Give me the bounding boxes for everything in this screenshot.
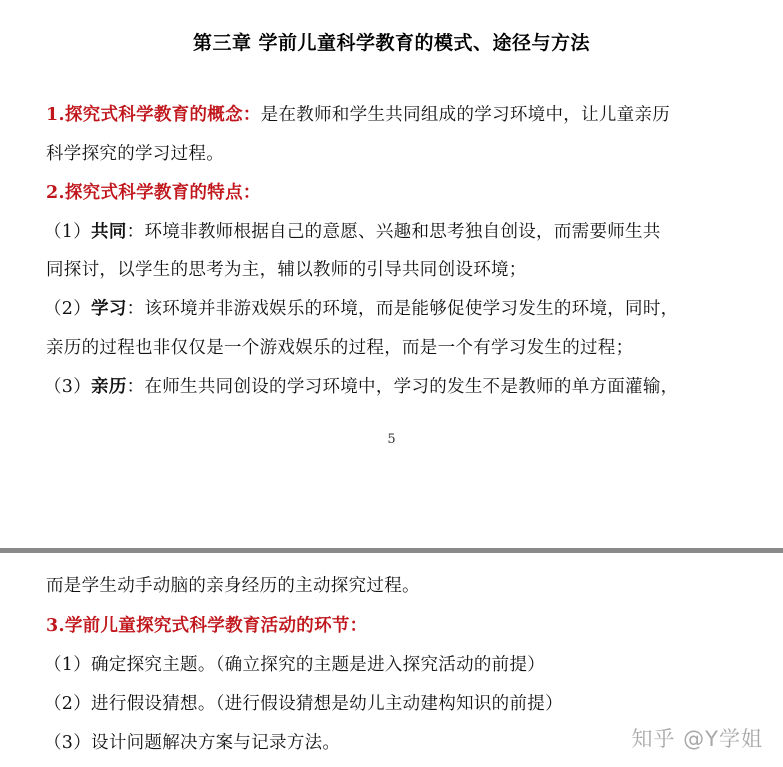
section3-heading [46, 615, 367, 637]
step-item-1: （1）确定探究主题。（确立探究的主题是进入探究活动的前提） [44, 655, 546, 675]
feature-num: （1） [44, 222, 92, 242]
section1-line1 [46, 104, 670, 126]
feature-text: ：在师生共同创设的学习环境中，学习的发生不是教师的单方面灌输， [126, 377, 679, 397]
feature-item-1 [44, 221, 661, 243]
feature-text: ：该环境并非游戏娱乐的环境，而是能够促使学习发生的环境，同时， [126, 299, 679, 319]
step-item-3: （3）设计问题解决方案与记录方法。 [44, 733, 341, 753]
feature-num: （3） [44, 377, 92, 397]
feature-item-2 [44, 298, 678, 320]
section1-heading: 1.探究式科学教育的概念： [46, 105, 261, 125]
section2-heading [46, 182, 261, 204]
section2-heading-text: 2.探究式科学教育的特点： [46, 183, 261, 203]
section1-text: 是在教师和学生共同组成的学习环境中，让儿童亲历 [260, 105, 671, 125]
page-number: 5 [387, 432, 396, 447]
feature-term: 共同 [91, 222, 127, 242]
feature-item-3 [44, 376, 678, 398]
section1-line2: 科学探究的学习过程。 [46, 144, 224, 164]
feature-item-1-cont: 同探讨，以学生的思考为主，辅以教师的引导共同创设环境； [46, 260, 527, 280]
feature-term: 亲历 [91, 377, 127, 397]
feature-item-3-cont: 而是学生动手动脑的亲身经历的主动探究过程。 [46, 576, 420, 596]
feature-num: （2） [44, 299, 92, 319]
zhihu-watermark: 知乎 @Y学姐 [631, 727, 763, 751]
feature-item-2-cont: 亲历的过程也非仅仅是一个游戏娱乐的过程，而是一个有学习发生的过程； [46, 338, 634, 358]
section3-heading-text: 3.学前儿童探究式科学教育活动的环节： [46, 616, 368, 636]
step-item-2: （2）进行假设猜想。（进行假设猜想是幼儿主动建构知识的前提） [44, 694, 563, 714]
chapter-title: 第三章 学前儿童科学教育的模式、途径与方法 [192, 32, 591, 54]
feature-text: ：环境非教师根据自己的意愿、兴趣和思考独自创设，而需要师生共 [126, 222, 661, 242]
feature-term: 学习 [91, 299, 127, 319]
document-page-bottom [0, 553, 783, 767]
